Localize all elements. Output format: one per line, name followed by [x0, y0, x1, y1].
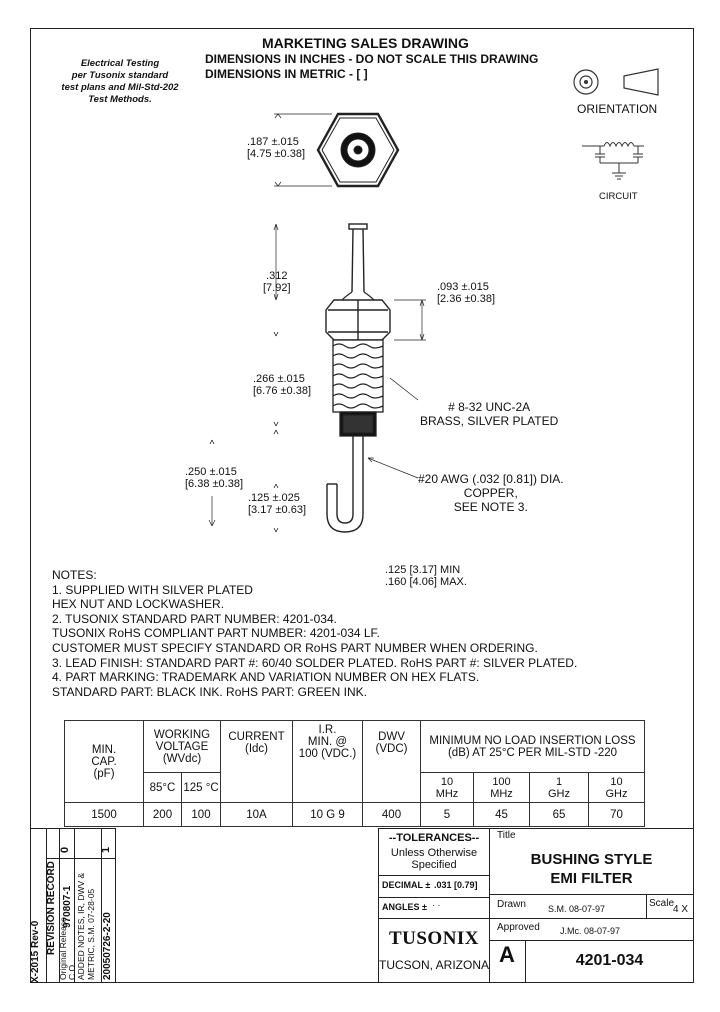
header-line: VOLTAGE — [155, 740, 209, 753]
thread-dimension — [253, 373, 311, 397]
hex-nut-side — [326, 300, 390, 340]
cap-value: 1500 — [65, 803, 144, 827]
dimension-note-inches: DIMENSIONS IN INCHES - DO NOT SCALE THIS DRAWING — [205, 52, 539, 66]
dim-metric: [6.38 ±0.38] — [185, 478, 244, 490]
part-number: 4201-034 — [575, 952, 644, 969]
company-logo: TUSONIX — [388, 928, 480, 949]
drawn-value: S.M. 08-07-97 — [548, 904, 606, 914]
freq-value: 1 — [555, 775, 563, 788]
circuit-label: CIRCUIT — [599, 191, 638, 202]
title-line: BUSHING STYLE — [530, 851, 653, 868]
header-line: (Idc) — [245, 743, 268, 755]
header-line: (dB) AT 25°C PER MIL-STD -220 — [447, 746, 618, 759]
angles-label: ANGLES ± — [382, 902, 427, 912]
title-line: EMI FILTER — [550, 870, 633, 887]
dim-inch: .093 ±.015 — [437, 281, 489, 293]
testing-note-line: test plans and Mil-Std-202 — [61, 82, 179, 93]
callout-line: # 8-32 UNC-2A — [448, 400, 531, 414]
loss-10mhz-value: 5 — [421, 803, 474, 827]
form-number: X-2015 Rev-0 — [30, 920, 41, 983]
header-line: CAP. — [91, 755, 117, 768]
orientation-end-view-icon — [574, 70, 598, 94]
orientation-circuit-symbols — [560, 60, 680, 210]
lead-hook — [327, 436, 363, 532]
note-line: CUSTOMER MUST SPECIFY STANDARD OR RoHS PART NUMBER WHEN ORDERING. — [52, 640, 538, 655]
header-line: I.R. — [318, 724, 337, 736]
dim-metric: [2.36 ±0.38] — [437, 293, 496, 305]
ir-value: 10 G 9 — [293, 803, 363, 827]
freq-unit: GHz — [605, 787, 628, 800]
decimal-label: DECIMAL ± — [382, 880, 431, 890]
header-line: MIN. — [91, 743, 117, 756]
drawn-label: Drawn — [497, 899, 526, 910]
testing-note — [52, 58, 188, 106]
change-description — [76, 873, 96, 980]
header-line: (WVdc) — [162, 752, 202, 765]
header-current — [221, 721, 293, 803]
approved-label: Approved — [497, 922, 540, 933]
note-line: STANDARD PART: BLACK INK. RoHS PART: GREEN INK. — [52, 684, 367, 699]
dim-inch: .312 — [266, 270, 288, 282]
header-line: MIN. @ — [307, 736, 348, 748]
revision-line: ADDED NOTES, IR, DWV & — [76, 872, 86, 980]
header-ir — [293, 721, 363, 803]
revision-line: METRIC, S.M. 07-28-05 — [86, 888, 96, 980]
dim-metric: [3.17 ±0.63] — [248, 504, 307, 516]
freq-value: 10 — [440, 775, 454, 788]
wire-callout — [418, 472, 564, 514]
note-line: 3. LEAD FINISH: STANDARD PART #: 60/40 SOLDER PLATED. RoHS PART #: SILVER PLATED. — [52, 655, 578, 670]
lead-top — [342, 224, 374, 300]
note-line: 2. TUSONIX STANDARD PART NUMBER: 4201-034. — [52, 611, 337, 626]
loss-100mhz-value: 45 — [474, 803, 530, 827]
threaded-body — [333, 340, 383, 436]
header-line: (VDC) — [375, 743, 408, 755]
hex-height-dimension — [437, 281, 495, 305]
header-cap — [65, 721, 144, 803]
freq-unit: MHz — [435, 787, 459, 800]
tolerance-line: Unless Otherwise — [390, 847, 478, 859]
notes-block — [52, 568, 577, 699]
tolerances-subtext — [378, 847, 490, 871]
approved-value: J.Mc. 08-07-97 — [560, 926, 621, 936]
dim-line: .160 [4.06] MAX. — [385, 576, 467, 588]
scale-value: 4 X — [673, 904, 689, 915]
orientation-side-view-icon — [624, 69, 658, 95]
header-dwv — [363, 721, 421, 803]
freq-1ghz — [530, 773, 589, 803]
dim-inch: .125 ±.025 — [248, 492, 300, 504]
original-co: 970807-1 — [62, 885, 73, 928]
freq-value: 10 — [610, 775, 623, 788]
decimal-value: .031 [0.79] — [434, 880, 478, 890]
drawing-size: A — [499, 942, 515, 967]
change-co: 20050726-2-20 — [102, 912, 113, 980]
loss-1ghz-value: 65 — [530, 803, 589, 827]
hook-dimension — [248, 492, 306, 516]
dim-metric: [7.92] — [263, 282, 291, 294]
dimension-note-metric: DIMENSIONS IN METRIC - [ ] — [205, 67, 368, 81]
dim-line: .125 [3.17] MIN — [385, 564, 461, 576]
revision-line: C.O. — [67, 962, 77, 980]
tolerances-heading: --TOLERANCES-- — [388, 832, 480, 844]
callout-line: COPPER, — [463, 486, 518, 500]
spec-table — [64, 720, 645, 827]
dim-metric: [4.75 ±0.38] — [247, 148, 306, 160]
header-line: WORKING — [153, 728, 211, 741]
lead-top-dimension — [263, 270, 291, 294]
revision-line: Original Release — [58, 917, 68, 980]
header-line: 100 (VDC.) — [298, 748, 357, 760]
note-line: NOTES: — [52, 568, 97, 582]
dim-metric: [6.76 ±0.38] — [253, 385, 312, 397]
note-line: TUSONIX RoHS COMPLIANT PART NUMBER: 4201-034 LF. — [52, 626, 380, 641]
header-line: DWV — [378, 731, 405, 743]
header-line: (pF) — [93, 767, 115, 780]
revision-0: 0 — [59, 846, 71, 853]
note-line: HEX NUT AND LOCKWASHER. — [52, 597, 225, 612]
title-label: Title — [497, 830, 516, 841]
dim-inch: .187 ±.015 — [247, 136, 299, 148]
dwv-value: 400 — [363, 803, 421, 827]
freq-value: 100 — [492, 775, 511, 788]
pi-filter-circuit-icon — [582, 143, 644, 180]
tolerance-line: Specified — [411, 859, 457, 871]
dim-inch: .250 ±.015 — [185, 466, 237, 478]
note-line: 4. PART MARKING: TRADEMARK AND VARIATION NUMBER ON HEX FLATS. — [52, 670, 480, 685]
header-line: CURRENT — [228, 731, 285, 743]
freq-10ghz — [589, 773, 645, 803]
freq-unit: MHz — [490, 787, 513, 800]
hex-end-view — [318, 114, 398, 186]
callout-line: SEE NOTE 3. — [453, 500, 528, 514]
callout-line: #20 AWG (.032 [0.81]) DIA. — [418, 472, 564, 486]
drawing-title: MARKETING SALES DRAWING — [262, 35, 469, 51]
angles-value: · · — [432, 900, 441, 910]
header-insertion-loss — [421, 721, 645, 773]
volt-125-value: 100 — [182, 803, 221, 827]
temp-85: 85°C — [144, 773, 182, 803]
callout-line: BRASS, SILVER PLATED — [420, 414, 559, 428]
header-line: MINIMUM NO LOAD INSERTION LOSS — [429, 734, 636, 747]
revision-1: 1 — [100, 846, 112, 853]
volt-85-value: 200 — [144, 803, 182, 827]
company-city: TUCSON, ARIZONA — [378, 958, 489, 972]
testing-note-line: Electrical Testing — [80, 58, 160, 69]
freq-unit: GHz — [548, 787, 570, 800]
freq-100mhz — [474, 773, 530, 803]
current-value: 10A — [221, 803, 293, 827]
loss-10ghz-value: 70 — [589, 803, 645, 827]
revision-record-label: REVISION RECORD — [46, 861, 57, 955]
lead-bend-dimension — [185, 466, 243, 490]
drawing-part-title — [489, 850, 694, 888]
dim-inch: .266 ±.015 — [253, 373, 305, 385]
note-line: 1. SUPPLIED WITH SILVER PLATED — [52, 582, 253, 597]
thread-callout — [420, 400, 558, 428]
header-voltage — [144, 721, 221, 773]
testing-note-line: Test Methods. — [88, 94, 152, 105]
temp-125: 125 °C — [182, 773, 221, 803]
orientation-label: ORIENTATION — [577, 102, 658, 116]
freq-10mhz — [421, 773, 474, 803]
scale-label: Scale — [649, 898, 675, 909]
testing-note-line: per Tusonix standard — [71, 70, 169, 81]
hex-dimension — [247, 136, 305, 160]
